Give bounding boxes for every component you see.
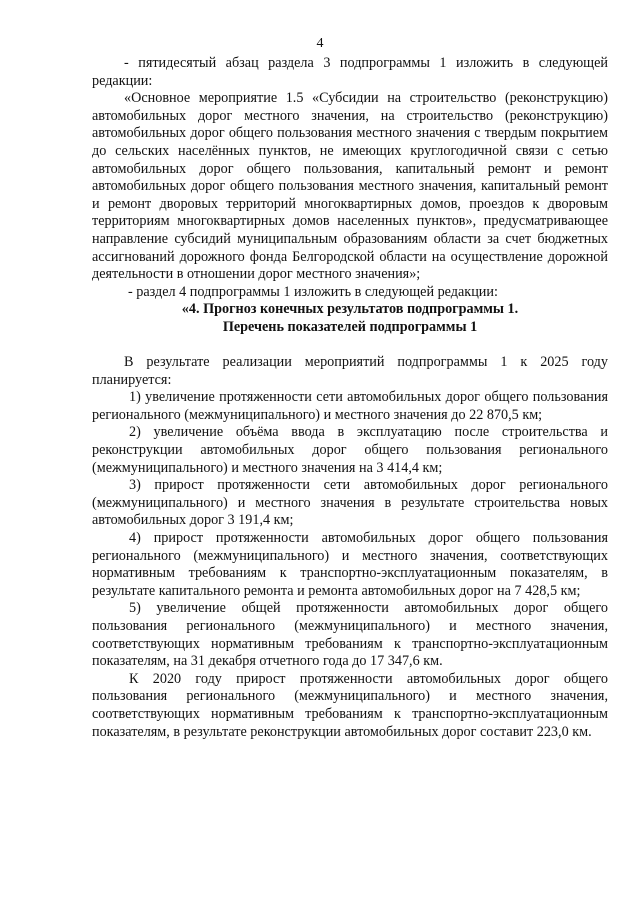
page-number: 4 bbox=[316, 36, 324, 51]
intro-paragraph: - пятидесятый абзац раздела 3 подпрограммы 1 изложить в следующей редакции: bbox=[92, 55, 608, 89]
section-heading-line1: «4. Прогноз конечных результатов подпрограммы 1. bbox=[181, 301, 519, 318]
section4-intro: - раздел 4 подпрограммы 1 изложить в следующей редакции: bbox=[128, 283, 498, 300]
results-intro: В результате реализации мероприятий подпрограммы 1 к 2025 году планируется: bbox=[92, 354, 608, 388]
list-item: 5) увеличение общей протяженности автомобильных дорог общего пользования регионального (межмуниципального) и местного значения, соответствующих нормативным требованиям к транспортно-эксплуатационным показателям, на 31 декабря отчетного года до 17 347,6 км. bbox=[92, 600, 608, 670]
final-paragraph: К 2020 году прирост протяженности автомобильных дорог общего пользования регионального (межмуниципального) и местного значения, соответствующих нормативным требованиям к транспортно-эксплуатационным показателям, в результате реконструкции автомобильных дорог составит 223,0 км. bbox=[92, 670, 608, 740]
list-item: 3) прирост протяженности сети автомобильных дорог регионального (межмуниципального) и местного значения в результате строительства новых автомобильных дорог 3 191,4 км; bbox=[92, 477, 608, 529]
quote-paragraph: «Основное мероприятие 1.5 «Субсидии на строительство (реконструкцию) автомобильных дорог местного значения, на строительство (реконструкцию) автомобильных дорог общего пользования местного значения с твердым покрытием до сельских населённых пунктов, не имеющих круглогодичной связи с сетью автомобильных дорог общего пользования, капитальный ремонт и ремонт автомобильных дорог общего пользования местного значения, капитальный ремонт и ремонт дворовых территорий многоквартирных домов, проездов к дворовым территориям многоквартирных домов населенных пунктов», предусматривающее направление субсидий муниципальным образованиям области за счет бюджетных ассигнований дорожного фонда Белгородской области на осуществление дорожной деятельности в отношении дорог местного значения»; bbox=[92, 90, 608, 283]
blank-line bbox=[92, 337, 608, 355]
list-item: 2) увеличение объёма ввода в эксплуатацию после строительства и реконструкции автомобильных дорог общего пользования регионального (межмуниципального) и местного значения на 3 414,4 км; bbox=[92, 424, 608, 476]
section-heading-line2: Перечень показателей подпрограммы 1 bbox=[222, 318, 478, 335]
list-item: 1) увеличение протяженности сети автомобильных дорог общего пользования регионального (межмуниципального) и местного значения до 22 870,5 км; bbox=[92, 389, 608, 423]
list-item: 4) прирост протяженности автомобильных дорог общего пользования регионального (межмуниципального) и местного значения, соответствующих нормативным требованиям к транспортно-эксплуатационным показателям, в результате капитального ремонта и ремонта автомобильных дорог на 7 428,5 км; bbox=[92, 530, 608, 599]
document-body bbox=[92, 55, 608, 741]
